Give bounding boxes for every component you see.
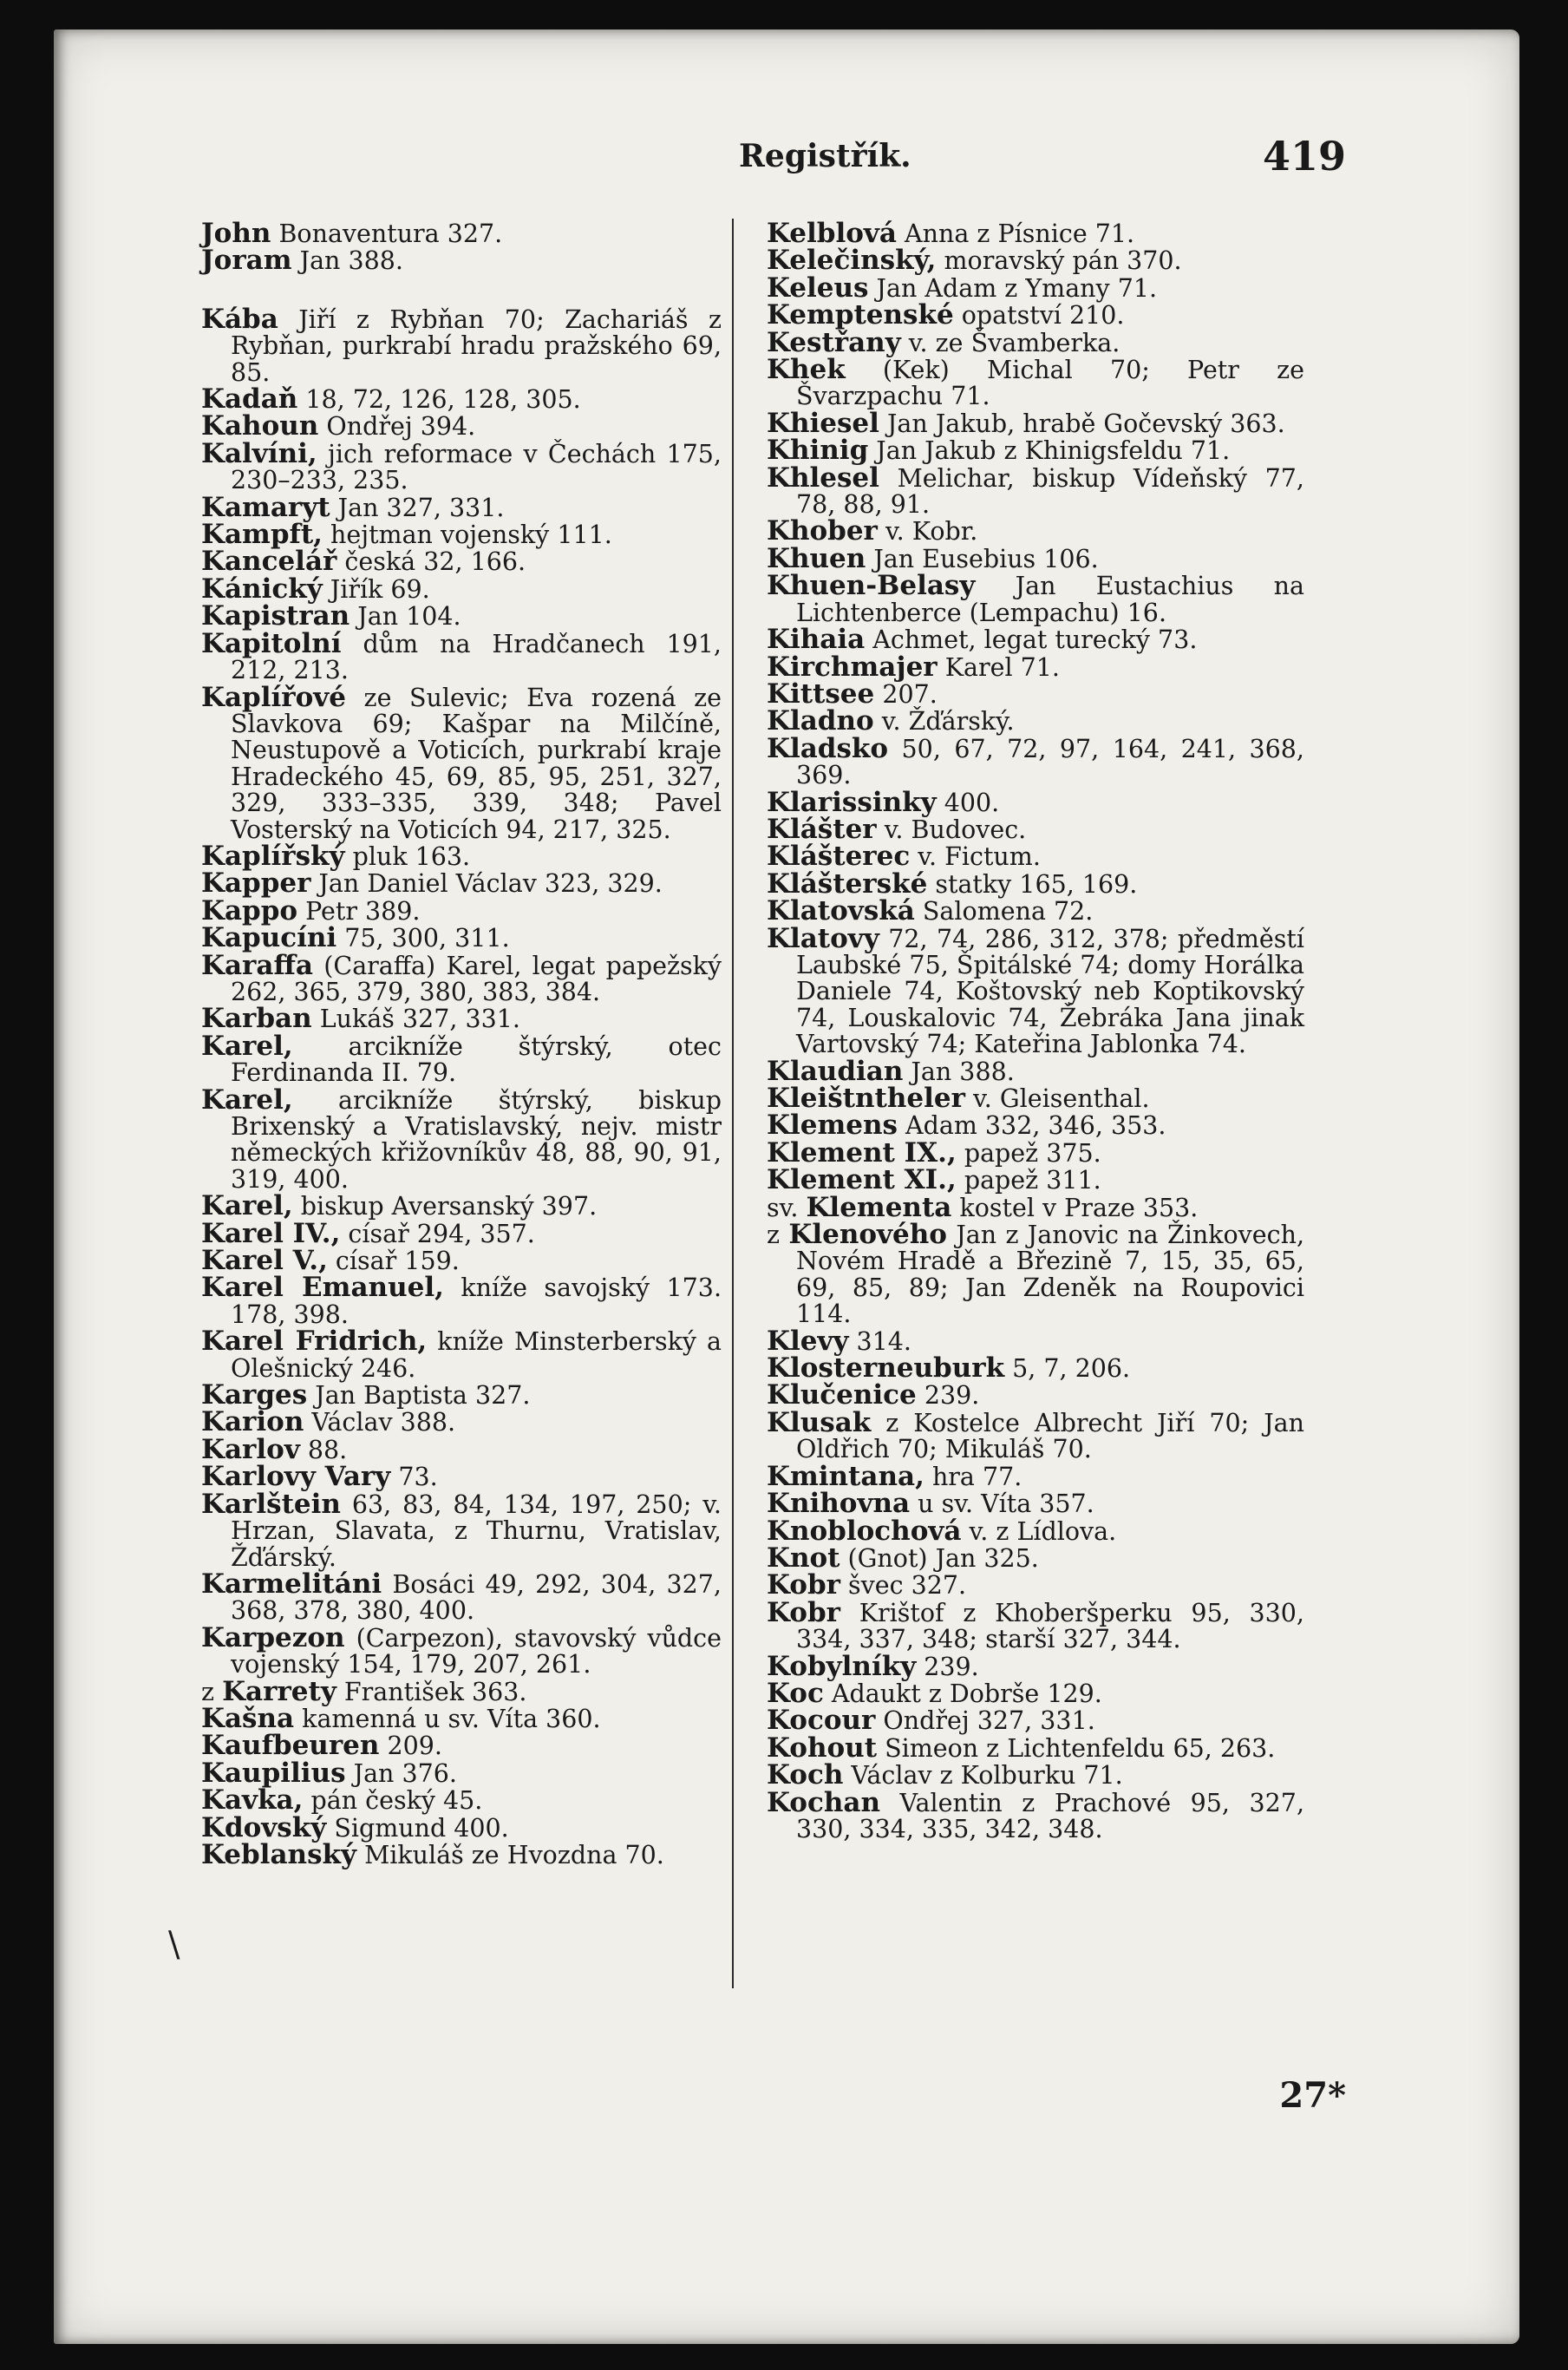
entry-text: Adam 332, 346, 353. — [897, 1111, 1166, 1141]
entry-text: v. Fictum. — [910, 842, 1041, 872]
index-entry — [201, 894, 722, 926]
index-entry — [201, 303, 722, 387]
entry-text: Salomena 72. — [914, 897, 1094, 926]
entry-headword: Khlesel — [767, 462, 879, 494]
entry-headword: Kmintana, — [767, 1460, 924, 1492]
entry-headword: Klusak — [767, 1406, 872, 1438]
entry-text: Krištof z Khoberšperku 95, 330, 334, 337, 348; starší 327, 344. — [796, 1598, 1304, 1654]
entry-headword: Khek — [767, 354, 846, 386]
index-entry — [201, 383, 722, 416]
page-number: 419 — [1262, 133, 1346, 180]
book-page — [54, 29, 1519, 2344]
entry-text: pán český 45. — [303, 1786, 483, 1816]
entry-text: v. ze Švamberka. — [900, 328, 1120, 357]
entry-headword: Khober — [767, 515, 878, 547]
entry-text: arcikníže štýrský, otec Ferdinanda II. 79. — [231, 1031, 722, 1088]
entry-headword: Karban — [201, 1003, 312, 1035]
index-entry — [767, 1325, 1304, 1357]
index-entry — [767, 1759, 1304, 1791]
entry-text: hejtman vojenský 111. — [322, 520, 612, 550]
entry-text: Mikuláš ze Hvozdna 70. — [356, 1840, 664, 1869]
index-entry — [201, 1757, 722, 1789]
entry-headword: Kánický — [201, 573, 323, 605]
index-entry — [767, 813, 1304, 845]
entry-headword: Kahoun — [201, 410, 319, 442]
entry-prefix: z — [201, 1677, 223, 1706]
index-entry — [201, 1274, 722, 1328]
entry-text: Jan 327, 331. — [330, 493, 505, 522]
entry-text: Jan Eustachius na Lichtenberce (Lempachu) 16. — [796, 572, 1304, 627]
entry-headword: Karel Fridrich, — [201, 1326, 428, 1358]
entry-headword: Kaplířové — [201, 681, 347, 713]
index-entry — [767, 1786, 1304, 1843]
index-entry — [201, 410, 722, 442]
index-entry — [201, 1811, 722, 1843]
entry-headword: Klement IX., — [767, 1136, 957, 1169]
index-entry — [767, 299, 1304, 331]
entry-headword: Kaupilius — [201, 1757, 346, 1789]
entry-text: z Kostelce Albrecht Jiří 70; Jan Oldřich 70; Mikuláš 70. — [796, 1408, 1304, 1464]
index-entry — [201, 519, 722, 551]
index-entry — [201, 1461, 722, 1493]
entry-text: opatství 210. — [953, 301, 1125, 331]
entry-text: císař 159. — [327, 1247, 460, 1276]
entry-headword: Karaffa — [201, 949, 313, 981]
entry-text: Jan 388. — [903, 1057, 1015, 1086]
index-entry — [767, 1488, 1304, 1520]
entry-text: 5, 7, 206. — [1004, 1354, 1131, 1384]
entry-headword: Karmelitáni — [201, 1568, 382, 1600]
entry-headword: Karlov — [201, 1433, 300, 1465]
index-entry — [201, 1675, 722, 1707]
entry-text: Jan Baptista 327. — [307, 1381, 531, 1411]
entry-text: 75, 300, 311. — [336, 924, 510, 953]
entry-headword: Kalvíni, — [201, 437, 317, 469]
entry-headword: Khiesel — [767, 407, 879, 439]
entry-headword: Klaudian — [767, 1055, 904, 1087]
entry-text: Jan Jakub z Khinigsfeldu 71. — [868, 436, 1231, 466]
index-entry — [201, 1030, 722, 1088]
index-entry — [767, 1515, 1304, 1547]
entry-headword: Kavka, — [201, 1784, 304, 1817]
entry-headword: Klosterneuburk — [767, 1352, 1005, 1385]
column-divider — [732, 219, 734, 1988]
entry-text: Simeon z Lichtenfeldu 65, 263. — [877, 1733, 1276, 1763]
index-entry — [201, 840, 722, 872]
entry-headword: Kochan — [767, 1786, 880, 1818]
entry-text: v. Budovec. — [876, 815, 1027, 844]
entry-headword: Karel V., — [201, 1245, 328, 1277]
index-entry — [767, 867, 1304, 900]
index-entry — [201, 546, 722, 578]
index-entry — [201, 1217, 722, 1249]
index-entry — [767, 1221, 1304, 1328]
entry-headword: Kihaia — [767, 624, 866, 656]
index-entry — [767, 895, 1304, 927]
entry-text: hra 77. — [924, 1462, 1022, 1491]
entry-headword: Kappo — [201, 894, 298, 926]
index-entry — [201, 867, 722, 900]
index-entry — [201, 949, 722, 1006]
index-entry — [767, 1705, 1304, 1737]
signature-mark: 27* — [1279, 2075, 1346, 2116]
index-entry — [767, 435, 1304, 467]
entry-text: 50, 67, 72, 97, 164, 241, 368, 369. — [796, 734, 1304, 790]
entry-prefix: z — [767, 1221, 789, 1250]
entry-text: švec 327. — [840, 1571, 967, 1601]
index-entry — [767, 624, 1304, 656]
index-entry — [201, 627, 722, 685]
index-entry — [201, 1328, 722, 1382]
entry-headword: Knot — [767, 1542, 840, 1574]
entry-text: 72, 74, 286, 312, 378; předměstí Laubské 75, Špitálské 74; domy Horálka Daniele 74, Koštovský neb Koptikovský 74, Louskalovic 74, Žebráka Jana jinak Vartovský 74; Kateřina Jablonka 74. — [796, 924, 1304, 1059]
index-entry — [767, 705, 1304, 737]
entry-headword: Karlštein — [201, 1488, 341, 1520]
index-entry — [767, 354, 1304, 411]
index-entry — [767, 245, 1304, 277]
entry-text: v. z Lídlova. — [961, 1516, 1117, 1546]
index-entry — [201, 1406, 722, 1438]
entry-headword: Klášterec — [767, 841, 911, 873]
index-entry — [201, 1702, 722, 1734]
index-column-right — [767, 220, 1304, 1843]
entry-text: 400. — [936, 788, 1000, 817]
index-entry — [767, 1085, 1304, 1112]
entry-headword: Kašna — [201, 1702, 295, 1734]
entry-headword: Kaplířský — [201, 840, 345, 872]
index-entry — [767, 220, 1304, 247]
entry-headword: Kobr — [767, 1569, 840, 1601]
index-entry — [767, 570, 1304, 627]
entry-headword: Kapper — [201, 867, 311, 900]
entry-headword: Kocour — [767, 1705, 876, 1737]
entry-text: 207. — [874, 679, 938, 709]
entry-headword: Kohout — [767, 1732, 878, 1764]
index-entry — [767, 651, 1304, 683]
entry-headword: Knihovna — [767, 1488, 911, 1520]
entry-text: 239. — [916, 1381, 980, 1411]
entry-headword: Klementa — [806, 1191, 952, 1223]
index-entry — [767, 1352, 1304, 1385]
entry-text: Adaukt z Dobrše 129. — [823, 1679, 1102, 1708]
entry-headword: Kobr — [767, 1596, 840, 1628]
index-entry — [201, 1568, 722, 1626]
entry-text: Bonaventura 327. — [271, 219, 503, 248]
entry-headword: Kestřany — [767, 326, 901, 358]
entry-headword: Knoblochová — [767, 1515, 962, 1547]
index-entry — [201, 1379, 722, 1411]
index-column-left — [201, 220, 722, 1869]
entry-headword: John — [201, 218, 271, 249]
entry-text: Jan Adam z Ymany 71. — [868, 273, 1158, 303]
entry-text: Valentin z Prachové 95, 327, 330, 334, 335, 342, 348. — [796, 1788, 1304, 1843]
index-entry — [767, 542, 1304, 574]
index-entry — [767, 1191, 1304, 1223]
entry-text: v. Žďárský. — [873, 707, 1015, 737]
entry-text: Melichar, biskup Vídeňský 77, 78, 88, 91. — [796, 463, 1304, 520]
index-entry — [201, 437, 722, 495]
entry-text: kostel v Praze 353. — [951, 1193, 1199, 1222]
entry-text: moravský pán 370. — [936, 246, 1182, 276]
entry-text: Bosáci 49, 292, 304, 327, 368, 378, 380, 400. — [231, 1569, 722, 1626]
entry-text: 314. — [848, 1326, 911, 1356]
entry-headword: Klášterské — [767, 867, 928, 900]
entry-text: (Gnot) Jan 325. — [840, 1543, 1039, 1573]
entry-gap — [201, 275, 722, 306]
entry-headword: Koch — [767, 1759, 844, 1791]
entry-headword: Karel, — [201, 1084, 293, 1116]
entry-headword: Klevy — [767, 1325, 849, 1357]
entry-text: císař 294, 357. — [340, 1219, 535, 1248]
entry-headword: Kittsee — [767, 678, 875, 710]
index-entry — [201, 220, 722, 247]
index-entry — [201, 681, 722, 844]
entry-headword: Klášter — [767, 813, 877, 845]
entry-text: dům na Hradčanech 191, 212, 213. — [231, 629, 722, 685]
entry-headword: Klement XI., — [767, 1164, 957, 1196]
entry-text: ze Sulevic; Eva rozená ze Slavkova 69; Kašpar na Milčíně, Neustupově a Voticích, purkrabí kraje Hradeckého 45, 69, 85, 95, 251, 327, 329, 333–335, 339, 348; Pavel Vosterský na Voticích 94, 217, 325. — [231, 683, 722, 844]
entry-text: 63, 83, 84, 134, 197, 250; v. Hrzan, Slavata, z Thurnu, Vratislav, Žďárský. — [231, 1489, 722, 1572]
entry-text: biskup Aversanský 397. — [292, 1192, 598, 1221]
entry-text: papež 311. — [956, 1166, 1101, 1195]
entry-headword: Karel IV., — [201, 1217, 341, 1249]
entry-text: Petr 389. — [297, 896, 421, 926]
entry-text: u sv. Víta 357. — [910, 1489, 1094, 1519]
index-entry — [767, 272, 1304, 304]
index-entry — [201, 600, 722, 632]
entry-text: Ondřej 327, 331. — [875, 1706, 1095, 1736]
entry-headword: Karpezon — [201, 1621, 345, 1653]
index-entry — [201, 1730, 722, 1762]
entry-headword: Klarissinky — [767, 786, 937, 818]
index-entry — [767, 678, 1304, 710]
entry-headword: Klemens — [767, 1110, 898, 1142]
entry-text: 239. — [916, 1652, 979, 1681]
entry-text: Jan 376. — [345, 1758, 457, 1788]
index-entry — [767, 1164, 1304, 1196]
entry-text: pluk 163. — [344, 841, 471, 871]
entry-text: Jiří z Rybňan 70; Zachariáš z Rybňan, purkrabí hradu pražského 69, 85. — [231, 304, 722, 387]
entry-headword: Kdovský — [201, 1811, 327, 1843]
entry-text: Jan Jakub, hrabě Gočevský 363. — [879, 409, 1285, 438]
index-entry — [201, 1433, 722, 1465]
entry-text: Karel 71. — [937, 652, 1060, 682]
entry-headword: Koc — [767, 1677, 824, 1709]
index-entry — [767, 1055, 1304, 1087]
entry-text: kamenná u sv. Víta 360. — [294, 1704, 601, 1733]
entry-text: (Kek) Michal 70; Petr ze Švarzpachu 71. — [796, 356, 1304, 411]
entry-text: Sigmund 400. — [326, 1813, 509, 1843]
entry-text: František 363. — [336, 1677, 527, 1706]
entry-text: arcikníže štýrský, biskup Brixenský a Vratislavský, nejv. mistr německých křižovníkův 48, 88, 90, 91, 319, 400. — [231, 1085, 722, 1194]
entry-headword: Kelblová — [767, 218, 897, 249]
entry-text: kníže savojský 173. 178, 398. — [231, 1273, 722, 1329]
entry-headword: Kampft, — [201, 519, 323, 551]
entry-text: Jan Eusebius 106. — [866, 544, 1099, 573]
entry-text: Václav z Kolburku 71. — [843, 1761, 1123, 1791]
entry-text: statky 165, 169. — [927, 869, 1138, 899]
entry-text: (Caraffa) Karel, legat papežský 262, 365, 379, 380, 383, 384. — [231, 951, 722, 1006]
entry-headword: Joram — [201, 245, 292, 277]
entry-headword: Klatovy — [767, 922, 879, 954]
index-entry — [767, 1136, 1304, 1169]
entry-text: Lukáš 327, 331. — [311, 1005, 520, 1034]
entry-text: Jiřík 69. — [322, 574, 430, 604]
index-entry — [767, 1569, 1304, 1601]
index-entry — [201, 1245, 722, 1277]
index-entry — [767, 1542, 1304, 1574]
index-entry — [767, 922, 1304, 1059]
index-entry — [201, 1621, 722, 1679]
entry-text: jich reformace v Čechách 175, 230–233, 235. — [231, 439, 722, 495]
entry-headword: Khuen-Belasy — [767, 570, 976, 602]
entry-text: Václav 388. — [304, 1408, 456, 1437]
entry-text: (Carpezon), stavovský vůdce vojenský 154, 179, 207, 261. — [231, 1623, 722, 1679]
running-title: Registřík. — [739, 138, 911, 174]
index-entry — [767, 1110, 1304, 1142]
index-entry — [201, 1838, 722, 1870]
index-entry — [767, 1732, 1304, 1764]
entry-text: v. Gleisenthal. — [964, 1084, 1150, 1113]
entry-headword: Karlovy Vary — [201, 1461, 391, 1493]
entry-headword: Karel, — [201, 1030, 293, 1062]
entry-headword: Kirchmajer — [767, 651, 938, 683]
entry-headword: Karel Emanuel, — [201, 1272, 444, 1304]
index-entry — [767, 841, 1304, 873]
margin-mark: \ — [168, 1925, 180, 1965]
entry-headword: Kancelář — [201, 546, 337, 578]
entry-text: česká 32, 166. — [336, 547, 526, 577]
entry-text: Achmet, legat turecký 73. — [865, 625, 1198, 655]
entry-headword: Khinig — [767, 435, 869, 467]
entry-headword: Khuen — [767, 542, 866, 574]
entry-headword: Klatovská — [767, 895, 915, 927]
index-entry — [201, 573, 722, 605]
index-entry — [201, 1084, 722, 1194]
entry-text: kníže Minsterberský a Olešnický 246. — [231, 1327, 722, 1383]
entry-text: 73. — [390, 1463, 438, 1492]
entry-headword: Kemptenské — [767, 299, 954, 331]
entry-headword: Kába — [201, 303, 278, 335]
index-entry — [201, 491, 722, 523]
index-entry — [767, 407, 1304, 439]
entry-headword: Kadaň — [201, 383, 298, 416]
index-entry — [201, 922, 722, 954]
entry-headword: Kobylníky — [767, 1650, 917, 1682]
entry-headword: Kaufbeuren — [201, 1730, 380, 1762]
index-entry — [201, 1190, 722, 1222]
index-entry — [201, 245, 722, 277]
entry-headword: Karges — [201, 1379, 308, 1411]
page-header — [193, 133, 1346, 199]
entry-headword: Karion — [201, 1406, 304, 1438]
entry-headword: Karrety — [222, 1675, 336, 1707]
entry-headword: Keleus — [767, 272, 869, 304]
entry-text: v. Kobr. — [877, 517, 978, 547]
entry-text: Jan 104. — [350, 602, 461, 632]
index-entry — [767, 1406, 1304, 1464]
entry-headword: Keblanský — [201, 1838, 357, 1870]
index-entry — [201, 1003, 722, 1035]
entry-headword: Kapistran — [201, 600, 350, 632]
entry-text: Jan z Janovic na Žinkovech, Novém Hradě a Březině 7, 15, 35, 65, 69, 85, 89; Jan Zdeněk na Roupovici 114. — [796, 1221, 1304, 1329]
index-entry — [767, 326, 1304, 358]
entry-text: 88. — [299, 1435, 348, 1464]
entry-text: Ondřej 394. — [318, 412, 476, 442]
index-entry — [767, 1650, 1304, 1682]
entry-headword: Kladno — [767, 705, 874, 737]
entry-headword: Kladsko — [767, 732, 889, 764]
index-entry — [767, 515, 1304, 547]
index-entry — [767, 1596, 1304, 1654]
entry-headword: Klenového — [788, 1219, 947, 1251]
entry-headword: Kapucíni — [201, 922, 337, 954]
index-entry — [767, 462, 1304, 520]
entry-headword: Karel, — [201, 1190, 293, 1222]
entry-headword: Klučenice — [767, 1379, 917, 1411]
entry-text: papež 375. — [956, 1138, 1101, 1168]
index-entry — [767, 1677, 1304, 1709]
entry-headword: Kapitolní — [201, 627, 342, 659]
index-entry — [201, 1488, 722, 1572]
entry-prefix: sv. — [767, 1193, 807, 1222]
entry-headword: Kamaryt — [201, 491, 330, 523]
entry-headword: Kleištntheler — [767, 1083, 965, 1114]
index-entry — [767, 786, 1304, 818]
entry-headword: Kelečinský, — [767, 245, 937, 277]
index-entry — [767, 732, 1304, 790]
entry-text: Jan 388. — [291, 246, 403, 276]
entry-text: 18, 72, 126, 128, 305. — [297, 385, 581, 415]
index-entry — [767, 1379, 1304, 1411]
index-entry — [201, 1784, 722, 1817]
entry-text: Anna z Písnice 71. — [897, 219, 1135, 248]
entry-text: Jan Daniel Václav 323, 329. — [310, 869, 663, 899]
entry-text: 209. — [379, 1732, 442, 1761]
index-entry — [767, 1460, 1304, 1492]
